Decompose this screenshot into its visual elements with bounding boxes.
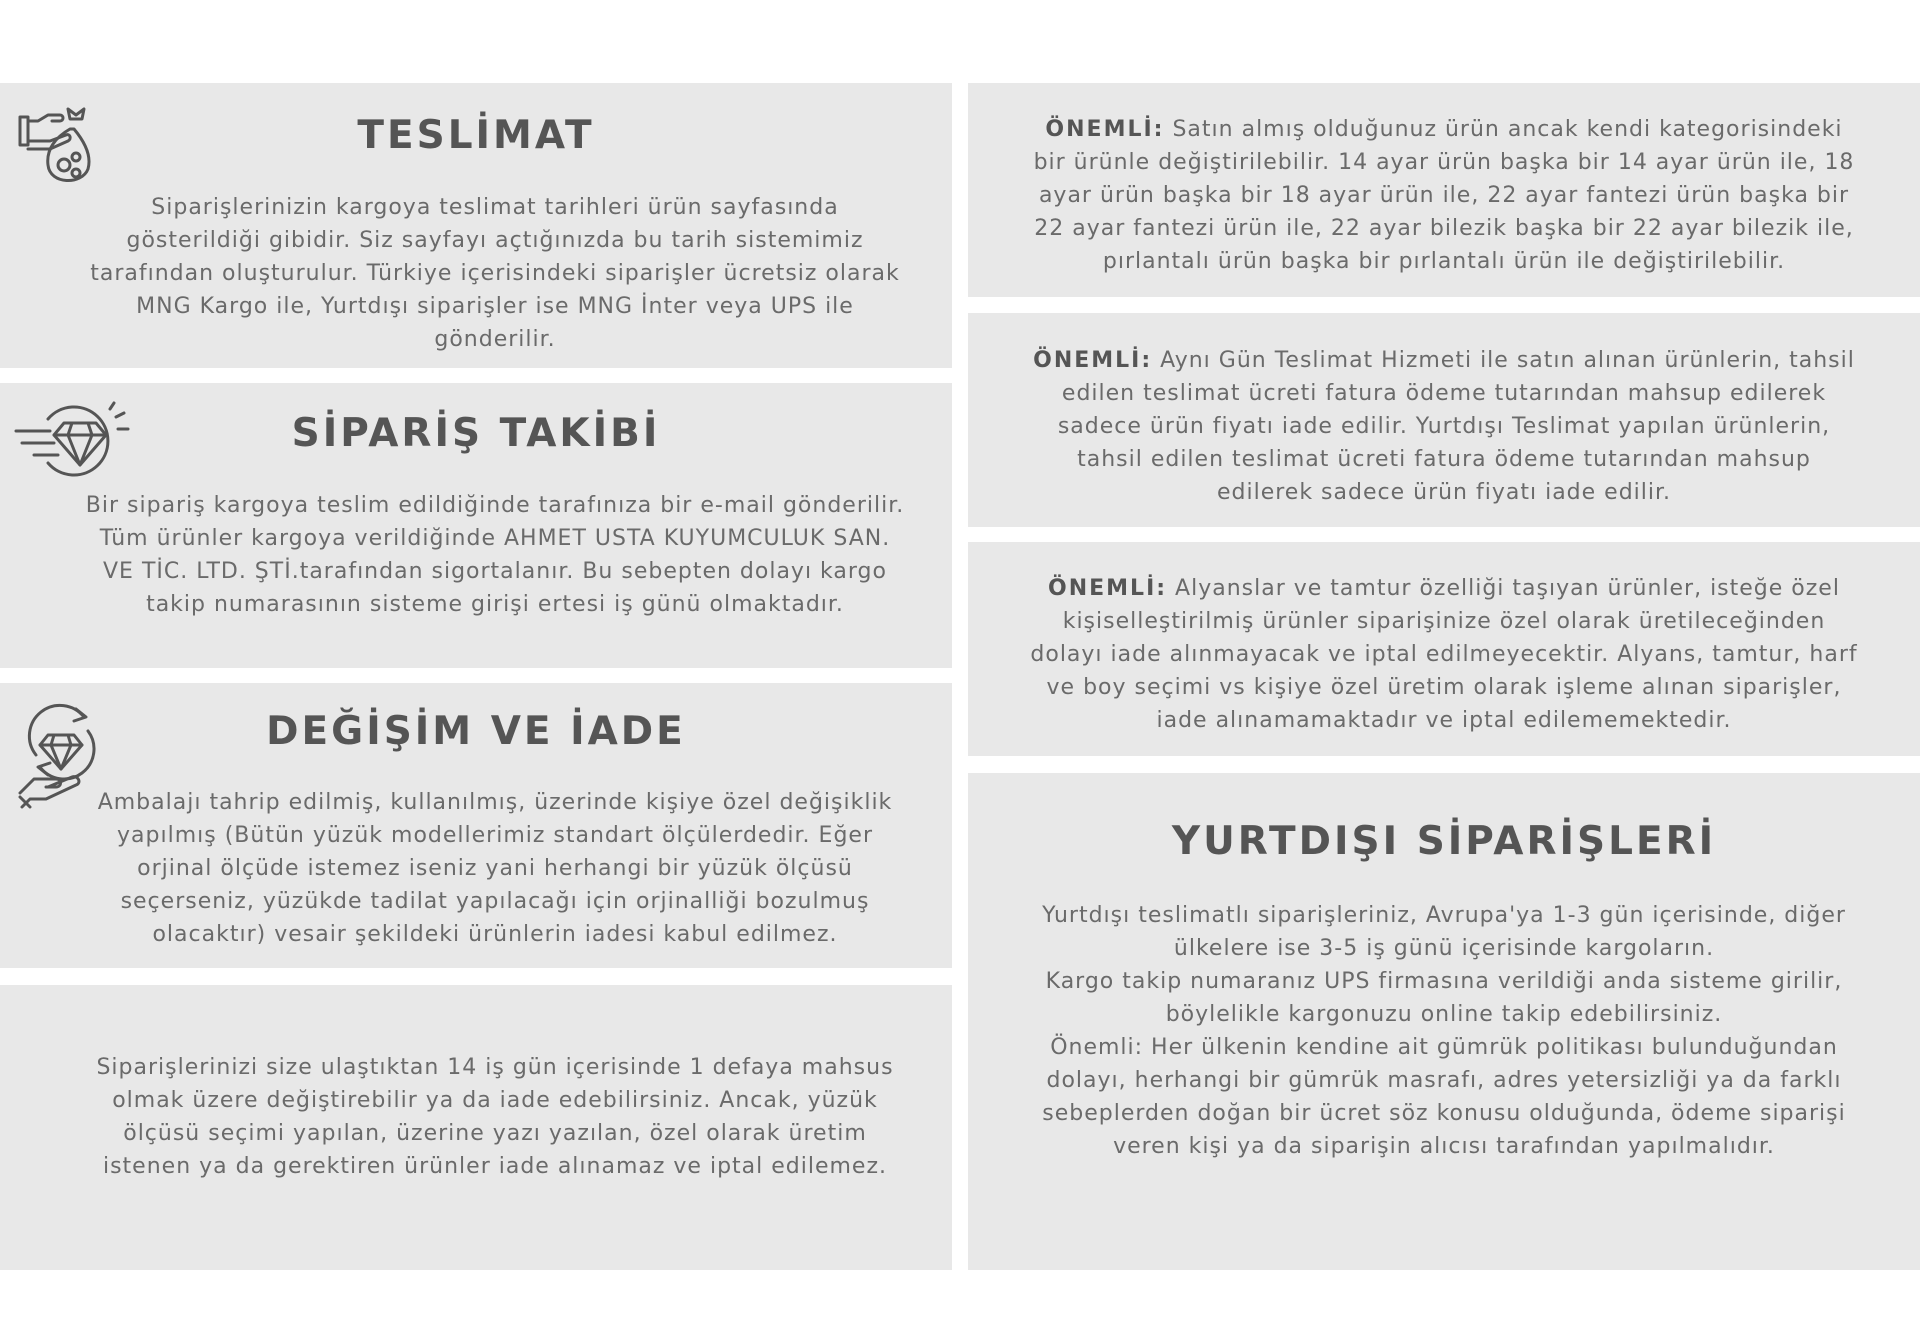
degisim-iade-text: Ambalajı tahrip edilmiş, kullanılmış, üzerinde kişiye özel değişiklik yapılmış (Bütün yüzük modellerimiz standart ölçülerdedir. Eğer orjinal ölçüde istemez iseniz yani herhangi bir yüzük ölçüsü seçerseniz, yüzükde tadilat yapılacağı için orjinalliği bozulmuş olacaktır) vesair şekildeki ürünlerin iadesi kabul edilmez. <box>97 790 893 947</box>
yurtdisi-panel <box>968 773 1920 1270</box>
yurtdisi-title: YURTDIŞI SİPARİŞLERİ <box>1171 819 1717 864</box>
siparis-takibi-panel <box>0 383 952 668</box>
onemli-2-label: ÖNEMLİ: <box>1033 348 1153 373</box>
onemli-1-text <box>1028 113 1860 278</box>
onemli-2-panel <box>968 313 1920 527</box>
onemli-3-panel <box>968 542 1920 756</box>
onemli-1-label: ÖNEMLİ: <box>1045 117 1165 142</box>
siparis-takibi-title: SİPARİŞ TAKİBİ <box>291 411 661 456</box>
yurtdisi-text <box>1028 899 1860 1163</box>
degisim-suresi-text: Siparişlerinizi size ulaştıktan 14 iş gün içerisinde 1 defaya mahsus olmak üzere değiştirebilir ya da iade edebilirsiniz. Ancak, yüzük ölçüsü seçimi yapılan, üzerine yazı yazılan, özel olarak üretim istenen ya da gerektiren ürünler iade alınamaz ve iptal edilemez. <box>96 1055 894 1179</box>
teslimat-panel <box>0 83 952 368</box>
onemli-1-body: Satın almış olduğunuz ürün ancak kendi kategorisindeki bir ürünle değiştirilebilir. 14 ayar ürün başka bir 14 ayar ürün ile, 18 ayar ürün başka bir 18 ayar ürün ile, 22 ayar fantezi ürün başka bir 22 ayar fantezi ürün ile, 22 ayar bilezik başka bir 22 ayar bilezik ile, pırlantalı ürün başka bir pırlantalı ürün ile değiştirilebilir. <box>1033 117 1855 274</box>
yurtdisi-line-2: Kargo takip numaranız UPS firmasına verildiği anda sisteme girilir, böylelikle kargonuzu online takip edebilirsiniz. <box>1045 969 1843 1027</box>
siparis-takibi-text: Bir sipariş kargoya teslim edildiğinde tarafınıza bir e-mail gönderilir. Tüm ürünler kargoya verildiğinde AHMET USTA KUYUMCULUK SAN. VE TİC. LTD. ŞTİ.tarafından sigortalanır. Bu sebepten dolayı kargo takip numarasının sisteme girişi ertesi iş günü olmaktadır. <box>85 493 905 617</box>
onemli-3-text <box>1028 572 1860 737</box>
yurtdisi-line-1: Yurtdışı teslimatlı siparişleriniz, Avrupa'ya 1-3 gün içerisinde, diğer ülkelere ise 3-5 iş günü içerisinde kargoların. <box>1042 903 1846 961</box>
teslimat-title: TESLİMAT <box>357 113 595 158</box>
yurtdisi-line-3: Önemli: Her ülkenin kendine ait gümrük politikası bulunduğundan dolayı, herhangi bir gümrük masrafı, adres yetersizliği ya da farklı sebeplerden doğan bir ücret söz konusu olduğunda, ödeme siparişi veren kişi ya da siparişin alıcısı tarafından yapılmalıdır. <box>1042 1035 1846 1159</box>
degisim-suresi-panel <box>0 985 952 1270</box>
onemli-1-panel <box>968 83 1920 297</box>
onemli-2-body: Aynı Gün Teslimat Hizmeti ile satın alınan ürünlerin, tahsil edilen teslimat ücreti fatura ödeme tutarından mahsup edilerek sadece ürün fiyatı iade edilir. Yurtdışı Teslimat yapılan ürünlerin, tahsil edilen teslimat ücreti fatura ödeme tutarından mahsup edilerek sadece ürün fiyatı iade edilir. <box>1057 348 1855 505</box>
degisim-iade-panel <box>0 683 952 968</box>
onemli-3-label: ÖNEMLİ: <box>1048 576 1168 601</box>
teslimat-text: Siparişlerinizin kargoya teslimat tarihleri ürün sayfasında gösterildiği gibidir. Siz sayfayı açtığınızda bu tarih sistemimiz tarafından oluşturulur. Türkiye içerisindeki siparişler ücretsiz olarak MNG Kargo ile, Yurtdışı siparişler ise MNG İnter veya UPS ile gönderilir. <box>90 195 900 352</box>
degisim-iade-title: DEĞİŞİM VE İADE <box>266 709 686 754</box>
onemli-2-text <box>1028 344 1860 509</box>
onemli-3-body: Alyanslar ve tamtur özelliği taşıyan ürünler, isteğe özel kişiselleştirilmiş ürünler siparişinize özel olarak üretileceğinden dolayı iade alınmayacak ve iptal edilmeyecektir. Alyans, tamtur, harf ve boy seçimi vs kişiye özel üretim olarak işleme alınan siparişler, iade alınamamaktadır ve iptal edilememektedir. <box>1030 576 1858 733</box>
